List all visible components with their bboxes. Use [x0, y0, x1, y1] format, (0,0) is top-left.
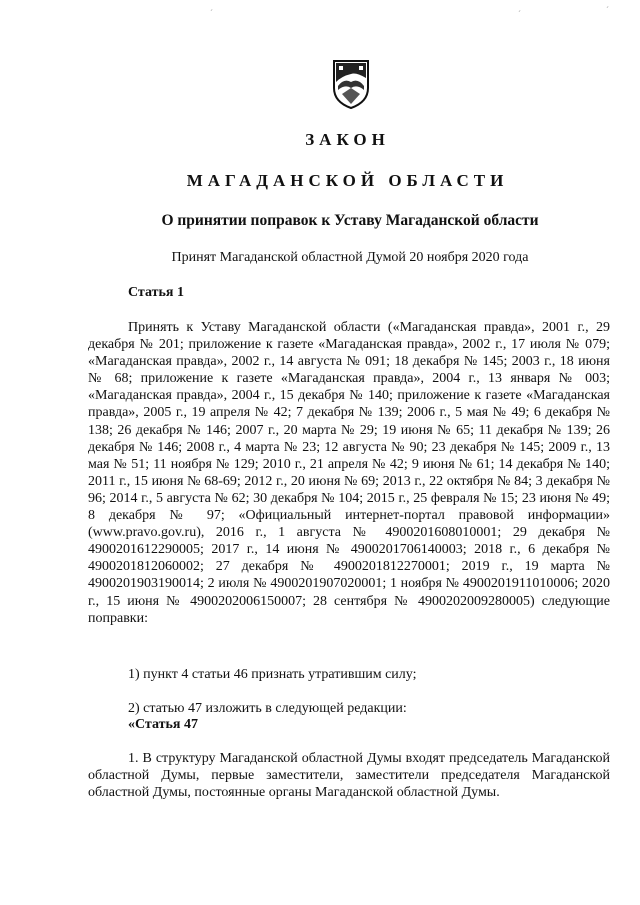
- adoption-line: Принят Магаданской областной Думой 20 ноября 2020 года: [171, 250, 529, 265]
- scan-mark: ˊ: [210, 8, 213, 18]
- amendment-item-1: 1) пункт 4 статьи 46 признать утратившим силу;: [128, 667, 417, 682]
- article-heading: Статья 1: [128, 285, 184, 300]
- quoted-paragraph-1: 1. В структуру Магаданской областной Думы входят председатель Магаданской областной Думы, первые заместители, заместители председателя Магаданской областной Думы, постоянные органы Магаданской областной Думы.: [88, 751, 610, 801]
- law-title: ЗАКОН: [305, 130, 390, 149]
- scan-mark: ˊ: [518, 9, 521, 19]
- law-subject: О принятии поправок к Уставу Магаданской области: [161, 212, 539, 229]
- quoted-article-heading: «Статья 47: [128, 717, 198, 732]
- magadan-coat-of-arms-icon: [328, 58, 374, 110]
- scan-mark: ˊ: [606, 5, 609, 15]
- region-title: МАГАДАНСКОЙ ОБЛАСТИ: [186, 171, 509, 190]
- article-body: Принять к Уставу Магаданской области («Магаданская правда», 2001 г., 29 декабря № 201; приложение к газете «Магаданская правда», 2002 г., 17 июля № 079; «Магаданская правда», 2002 г., 14 августа № 091; 18 декабря № 145; 2003 г., 18 июня № 68; приложение к газете «Магаданская правда», 2004 г., 13 января № 003; «Магаданская правда», 2004 г., 15 декабря № 140; приложение к газете «Магаданская правда», 2005 г., 19 апреля № 42; 7 декабря № 139; 2006 г., 5 мая № 49; 6 декабря № 138; 26 декабря № 146; 2007 г., 20 марта № 29; 19 июня № 65; 11 декабря № 139; 26 декабря № 146; 2008 г., 4 марта № 23; 12 августа № 90; 23 декабря № 145; 2009 г., 13 мая № 51; 11 ноября № 129; 2010 г., 21 апреля № 42; 9 июня № 61; 14 декабря № 140; 2011 г., 15 июня № 68-69; 2012 г., 20 июня № 69; 2013 г., 22 октября № 84; 3 декабря № 96; 2014 г., 5 августа № 62; 30 декабря № 104; 2015 г., 25 февраля № 15; 23 июня № 49; 8 декабря № 97; «Официальный интернет-портал правовой информации» (www.pravo.gov.ru), 2016 г., 1 августа № 4900201608010001; 29 декабря № 4900201612290005; 2017 г., 14 июня № 4900201706140003; 2018 г., 6 декабря № 4900201812060002; 27 декабря № 4900201812270001; 2019 г., 19 марта № 4900201903190014; 2 июля № 4900201907020001; 1 ноября № 4900201911010006; 2020 г., 15 июня № 4900202006150007; 28 сентября № 4900202009280005) следующие поправки:: [88, 320, 610, 626]
- amendment-item-2: 2) статью 47 изложить в следующей редакции:: [128, 701, 407, 716]
